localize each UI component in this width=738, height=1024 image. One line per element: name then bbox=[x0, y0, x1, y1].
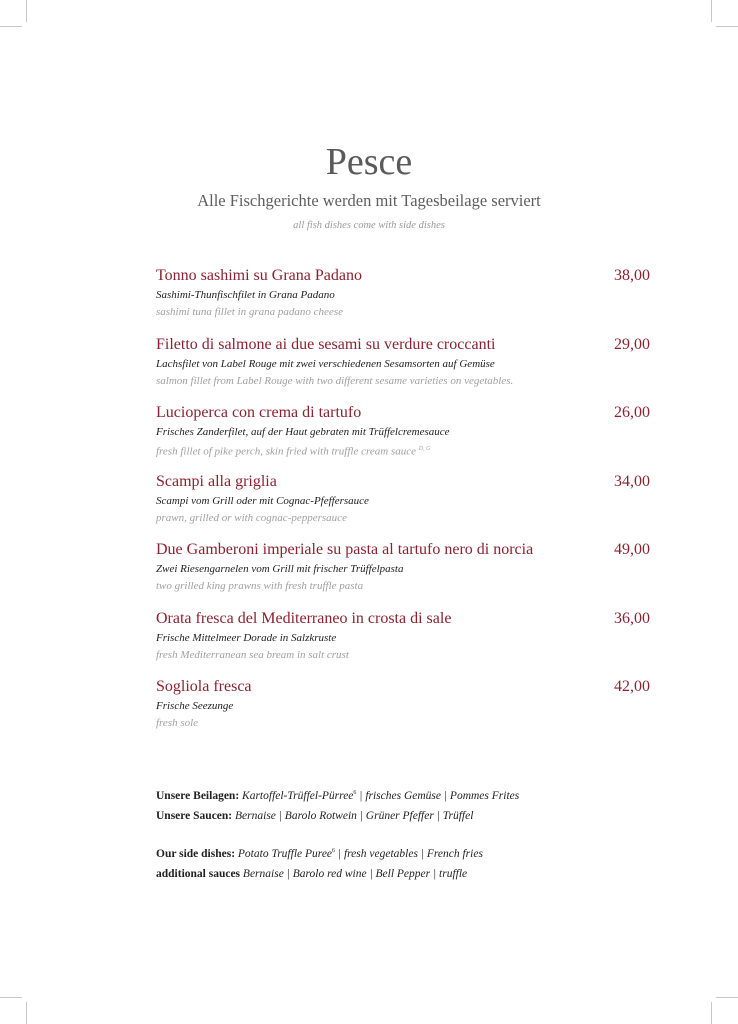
dish-description-german: Sashimi-Thunfischfilet in Grana Padano bbox=[156, 289, 335, 301]
dish-description-english bbox=[156, 511, 347, 525]
sides-german bbox=[156, 783, 656, 826]
dish-description-english-text: fresh sole bbox=[156, 717, 199, 729]
side-dishes-label: Our side dishes: bbox=[156, 847, 236, 860]
side-dish-text: Kartoffel-Trüffel-Pürree bbox=[242, 789, 354, 802]
dish-name: Due Gamberoni imperiale su pasta al tartufo nero di norcia bbox=[156, 541, 534, 558]
side-dish-text: | frisches Gemüse | Pommes Frites bbox=[359, 789, 520, 802]
dish-description-german: Frische Seezunge bbox=[156, 700, 234, 712]
crop-mark bbox=[0, 997, 22, 998]
dish-description-german: Frisches Zanderfilet, auf der Haut gebraten mit Trüffelcremesauce bbox=[156, 426, 450, 438]
dish-item bbox=[156, 266, 650, 335]
side-dish-text: | fresh vegetables | French fries bbox=[337, 847, 483, 860]
dish-list bbox=[156, 266, 650, 746]
side-dishes-line bbox=[156, 783, 656, 806]
dish-name: Orata fresca del Mediterraneo in crosta di sale bbox=[156, 609, 452, 627]
crop-mark bbox=[26, 1002, 27, 1024]
sauces-line bbox=[156, 806, 656, 826]
dish-name: Tonno sashimi su Grana Padano bbox=[156, 267, 362, 284]
dish-name: Sogliola fresca bbox=[156, 678, 252, 695]
dish-description-english bbox=[156, 305, 343, 319]
dish-item bbox=[156, 472, 650, 541]
dish-name: Scampi alla griglia bbox=[156, 472, 277, 490]
dish-price: 36,00 bbox=[614, 609, 650, 627]
sides-english bbox=[156, 841, 656, 884]
crop-mark bbox=[0, 26, 22, 27]
sauces-label: Unsere Saucen: bbox=[156, 809, 233, 822]
side-dish-text: Potato Truffle Puree bbox=[237, 847, 333, 860]
page-subtitle-english: all fish dishes come with side dishes bbox=[293, 220, 445, 231]
dish-description-english-text: two grilled king prawns with fresh truffle pasta bbox=[156, 580, 364, 592]
dish-description-english-text: fresh fillet of pike perch, skin fried with truffle cream sauce bbox=[156, 445, 416, 458]
crop-mark bbox=[716, 26, 738, 27]
dish-description-english-text: salmon fillet from Label Rouge with two different sesame varieties on vegetables. bbox=[156, 374, 514, 387]
dish-description-german: Lachsfilet von Label Rouge mit zwei verschiedenen Sesamsorten auf Gemüse bbox=[156, 357, 495, 370]
side-dishes-label: Unsere Beilagen: bbox=[156, 789, 240, 802]
dish-price: 49,00 bbox=[614, 541, 650, 558]
dish-description-english-text: prawn, grilled or with cognac-peppersauce bbox=[156, 511, 347, 524]
dish-description-german: Frische Mittelmeer Dorade in Salzkruste bbox=[156, 631, 337, 644]
dish-item bbox=[156, 609, 650, 678]
dish-price: 34,00 bbox=[614, 472, 650, 490]
dish-description-english bbox=[156, 442, 430, 459]
dish-item bbox=[156, 403, 650, 472]
dish-price: 42,00 bbox=[614, 678, 650, 695]
page-title: Pesce bbox=[325, 141, 413, 183]
dish-item bbox=[156, 540, 650, 609]
dish-description-english bbox=[156, 648, 349, 662]
crop-mark bbox=[716, 997, 738, 998]
crop-mark bbox=[711, 1002, 712, 1024]
sauces-text: Bernaise | Barolo Rotwein | Grüner Pfeffer | Trüffel bbox=[235, 809, 474, 822]
dish-name: Filetto di salmone ai due sesami su verdure croccanti bbox=[156, 335, 496, 353]
page-subtitle: Alle Fischgerichte werden mit Tagesbeilage serviert bbox=[197, 191, 541, 210]
dish-description-english-text: fresh Mediterranean sea bream in salt crust bbox=[156, 648, 349, 661]
allergen-marker: D, G bbox=[418, 446, 431, 452]
dish-description-english bbox=[156, 374, 513, 388]
sauces-label: additional sauces bbox=[156, 867, 241, 880]
dish-description-german: Scampi vom Grill oder mit Cognac-Pfeffersauce bbox=[156, 494, 369, 507]
dish-description-english-text: sashimi tuna fillet in grana padano cheese bbox=[156, 306, 343, 318]
crop-mark bbox=[26, 0, 27, 22]
dish-item bbox=[156, 677, 650, 746]
dish-description-english bbox=[156, 716, 198, 730]
dish-price: 29,00 bbox=[614, 335, 650, 353]
dish-price: 26,00 bbox=[614, 404, 650, 421]
dish-name: Lucioperca con crema di tartufo bbox=[156, 404, 362, 421]
allergen-marker: 6 bbox=[332, 848, 336, 854]
sauces-text: Bernaise | Barolo red wine | Bell Pepper | truffle bbox=[242, 867, 468, 880]
dish-description-german: Zwei Riesengarnelen vom Grill mit frischer Trüffelpasta bbox=[156, 563, 404, 575]
dish-description-english bbox=[156, 579, 363, 593]
dish-price: 38,00 bbox=[614, 267, 650, 284]
side-dishes-line bbox=[156, 841, 656, 864]
sauces-line bbox=[156, 864, 656, 884]
crop-mark bbox=[711, 0, 712, 22]
allergen-marker: 6 bbox=[353, 790, 357, 796]
dish-item bbox=[156, 335, 650, 404]
